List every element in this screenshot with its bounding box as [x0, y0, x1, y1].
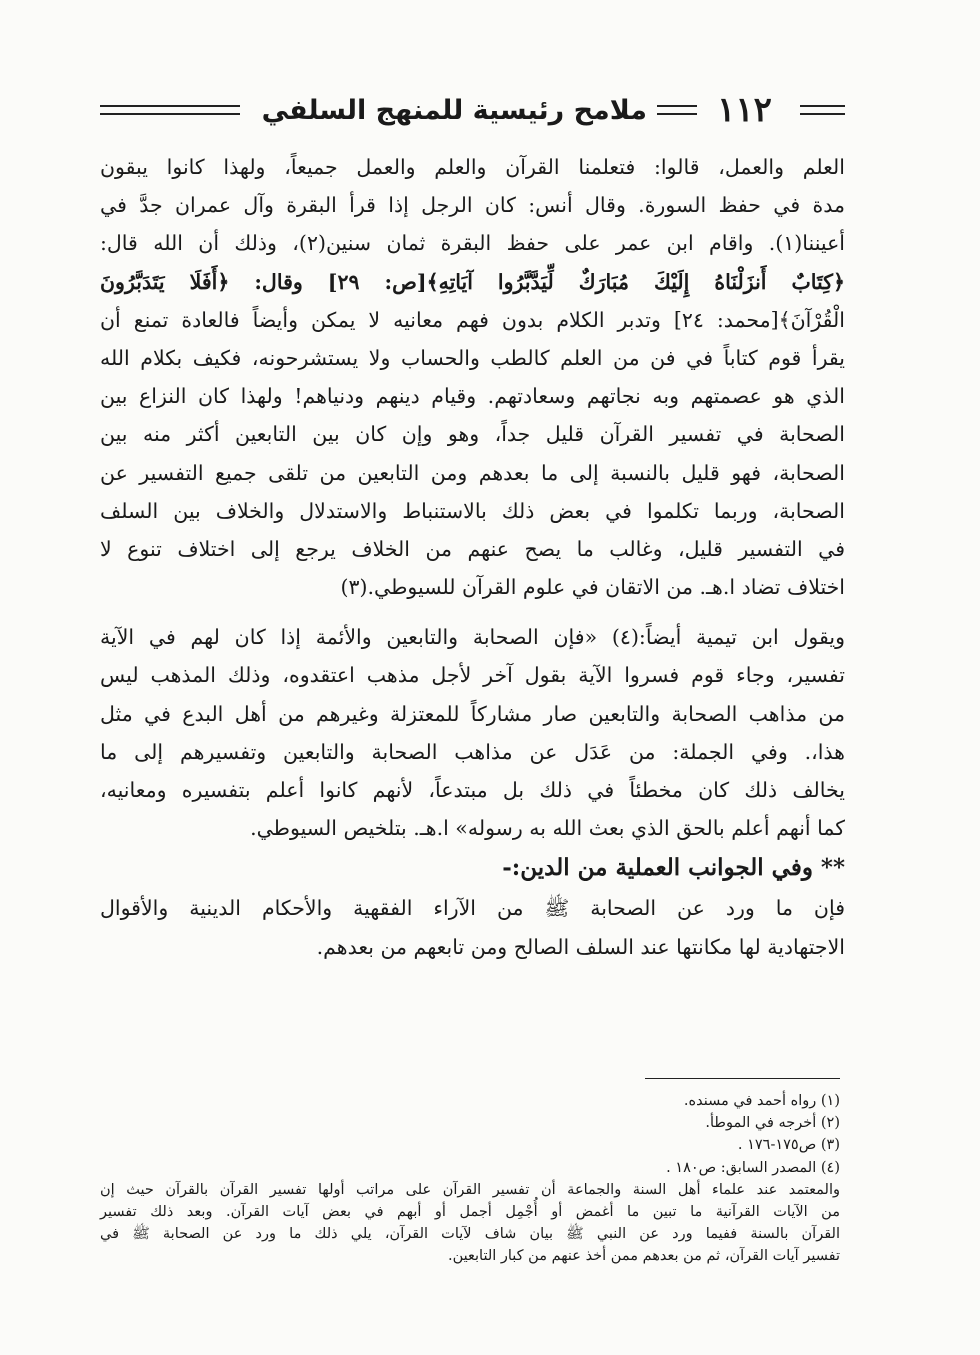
footnote-item: (١) رواه أحمد في مسنده. — [683, 1093, 840, 1109]
text-line: الْقُرْآنَ﴾[محمد: ٢٤] وتدبر الكلام بدون فهم معانيه لا يمكن وأيضاً فالعادة تمنع أن — [100, 307, 845, 332]
footnote-note-line: تفسير آيات القرآن، ثم من بعدهم ممن أخذ عنهم من كبار التابعين. — [447, 1248, 840, 1265]
section-subheading: ** وفي الجوانب العملية من الدين:- — [502, 854, 845, 882]
running-title: ملامح رئيسية للمنهج السلفي — [261, 94, 647, 126]
page-number: ١١٢ — [717, 90, 772, 130]
text-line: مدة في حفظ السورة. وقال أنس: كان الرجل إذا قرأ البقرة وآل عمران جدَّ في — [100, 193, 845, 218]
footnote-item: (٣) ص١٧٥-١٧٦ . — [737, 1137, 840, 1154]
text-line: الصحابة في تفسير القرآن قليل جداً، وهو وإن كان بين التابعين أكثر منه بين — [100, 422, 845, 447]
header-rule-left — [100, 105, 240, 115]
footnote-note-line: القرآن بالسنة ففيما ورد عن النبي ﷺ بيان شاف لآيات القرآن، يلي ذلك ما ورد عن الصحابة ﷺ في — [100, 1226, 840, 1243]
text-line: أعيننا(١). واقام ابن عمر على حفظ البقرة ثمان سنين(٢)، وذلك أن الله قال: — [100, 231, 845, 256]
header-rule-mid — [657, 105, 697, 115]
header-rule-right — [800, 105, 845, 115]
text-line: هذا،. وفي الجملة: من عَدَل عن مذاهب الصحابة والتابعين وتفسيرهم إلى ما — [100, 739, 845, 764]
footnote-note-line: من الآيات القرآنية ما تبين ما أغمض أو أُجْمِل أجمل أو أبهم في بعض آيات القرآن. وبعد ذلك تفسير — [100, 1203, 840, 1220]
text-line: الذي هو عصمتهم وبه نجاتهم وسعادتهم. وقيام دينهم ودنياهم! ولهذا كان النزاع بين — [100, 384, 845, 409]
text-line: الصحابة، فهو قليل بالنسبة إلى ما بعدهم ومن التابعين من تلقى جميع التفسير عن — [100, 460, 845, 485]
quran-verse-line: ﴿كِتَابٌ أَنزَلْنَاهُ إِلَيْكَ مُبَارَكٌ لِّيَدَّبَّرُوا آيَاتِهِ﴾[ص: ٢٩] وقال: ﴿أَفَلَا يَتَدَبَّرُونَ — [100, 269, 845, 294]
text-line: فإن ما ورد عن الصحابة ﷺ من الآراء الفقهية والأحكام الدينية والأقوال — [100, 896, 845, 921]
footnote-item: (٤) المصدر السابق: ص١٨٠ . — [666, 1159, 840, 1176]
main-text — [100, 148, 845, 966]
footnote-separator — [645, 1078, 840, 1079]
text-line: يقرأ قوم كتاباً في فن من العلم كالطب والحساب ولا يستشرحونه، فكيف بكلام الله — [100, 345, 845, 370]
text-line: ويقول ابن تيمية أيضاً:(٤) «فإن الصحابة والتابعين والأئمة إذا كان لهم في الآية — [100, 625, 845, 650]
text-line: اختلاف تضاد ا.هـ. من الاتقان في علوم القرآن للسيوطي.(٣) — [340, 575, 845, 600]
text-line: الاجتهادية لها مكانتها عند السلف الصالح ومن تابعهم من بعدهم. — [316, 934, 845, 959]
footnote-note-line: والمعتمد عند علماء أهل السنة والجماعة أن تفسير القرآن على مراتب أولها تفسير القرآن بالقرآن حيث إن — [100, 1181, 840, 1198]
text-line: الصحابة، وربما تكلموا في بعض ذلك بالاستنباط والاستدلال والخلاف بين السلف — [100, 498, 845, 523]
text-line: تفسير، وجاء قوم فسروا الآية بقول آخر لأجل مذهب اعتقدوه، وذلك المذهب ليس — [100, 663, 845, 688]
text-line: كما أنهم أعلم بالحق الذي بعث الله به رسوله» ا.هـ. بتلخيص السيوطي. — [250, 816, 845, 841]
text-line: في التفسير قليل، وغالب ما يصح عنهم من الخلاف يرجع إلى اختلاف تنوع لا — [100, 536, 845, 561]
page-header — [100, 88, 845, 132]
text-line: العلم والعمل، قالوا: فتعلمنا القرآن والعلم والعمل جميعاً، ولهذا كانوا يبقون — [100, 155, 845, 179]
footnote-item: (٢) أخرجه في الموطأ. — [705, 1115, 840, 1132]
paragraph-gap — [100, 606, 845, 618]
footnotes — [100, 1090, 840, 1268]
text-line: يخالف ذلك كان مخطئاً في ذلك بل مبتدعاً، لأنهم كانوا أعلم بتفسيره ومعانيه، — [100, 778, 845, 802]
text-line: من مذاهب الصحابة والتابعين صار مشاركاً للمعتزلة وغيرهم من أهل البدع في مثل — [100, 701, 845, 726]
